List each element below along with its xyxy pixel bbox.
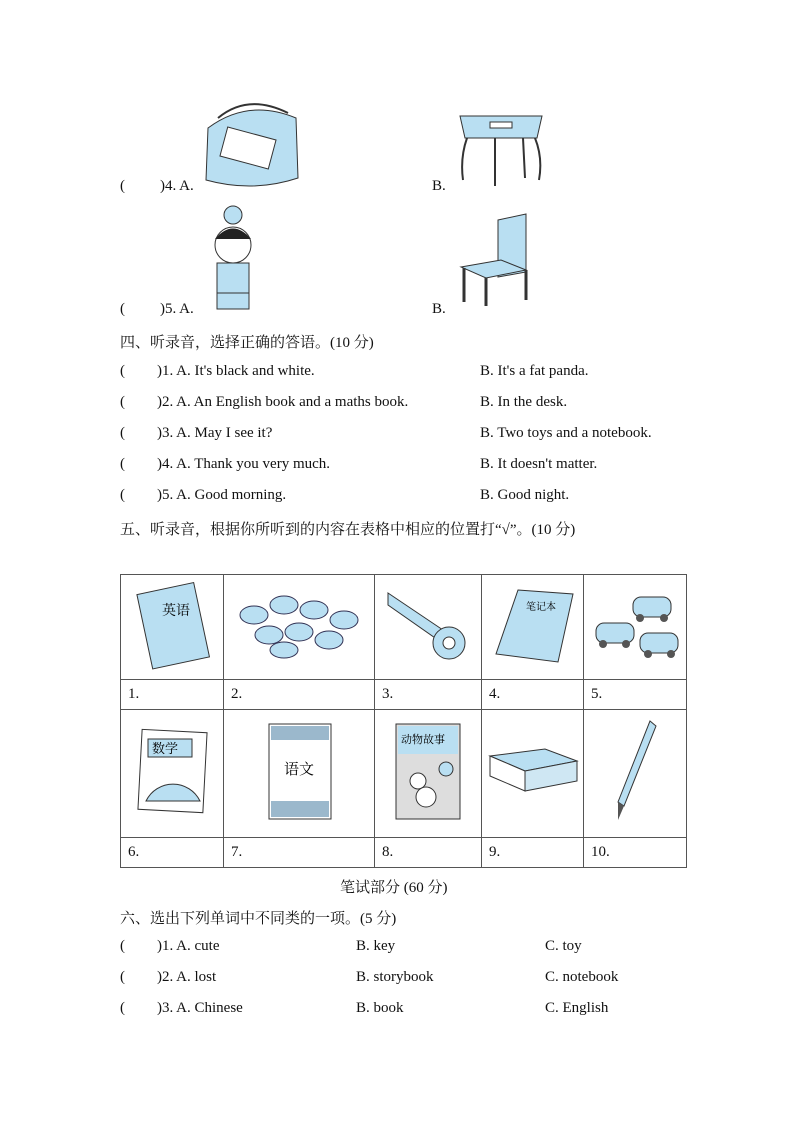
maths-book-picture — [130, 721, 215, 821]
desk-picture — [455, 108, 547, 188]
s4-q4-option-a: )4. A. Thank you very much. — [157, 456, 331, 472]
storybook-picture — [388, 719, 468, 824]
s4-q5-option-a: )5. A. Good morning. — [157, 487, 287, 503]
s6-q2-option-a: )2. A. lost — [157, 969, 217, 985]
s4-q4-paren: ( — [120, 456, 125, 472]
s6-q3-paren: ( — [120, 1000, 125, 1016]
chinese-book-label: 语文 — [284, 761, 315, 778]
cell-num-3: 3. — [375, 680, 482, 710]
cell-num-7: 7. — [224, 838, 375, 868]
s4-q5-option-b: B. Good night. — [480, 487, 570, 503]
notebook-picture — [488, 582, 578, 667]
s6-q1-option-b: B. key — [356, 938, 396, 954]
cell-num-5: 5. — [584, 680, 687, 710]
english-book-label: 英语 — [162, 603, 190, 619]
toy-cars-picture — [588, 585, 683, 665]
q4-option-b: B. — [432, 178, 446, 194]
s4-q5-paren: ( — [120, 487, 125, 503]
s6-q1-paren: ( — [120, 938, 125, 954]
written-section-header: 笔试部分 (60 分) — [340, 880, 448, 896]
section6-title: 六、选出下列单词中不同类的一项。(5 分) — [120, 911, 397, 927]
q4-paren: ( — [120, 178, 125, 194]
storybook-label: 动物故事 — [401, 733, 445, 746]
s6-q3-option-a: )3. A. Chinese — [157, 1000, 243, 1016]
s4-q2-paren: ( — [120, 394, 125, 410]
boy-picture — [205, 203, 260, 311]
cell-num-4: 4. — [482, 680, 584, 710]
maths-book-label: 数学 — [151, 741, 178, 756]
s6-q1-option-a: )1. A. cute — [157, 938, 220, 954]
pencil-box-picture — [485, 741, 580, 801]
q5-label: )5. A. — [160, 301, 194, 317]
s4-q3-option-a: )3. A. May I see it? — [157, 425, 273, 441]
q4-label: )4. A. — [160, 178, 194, 194]
s6-q3-option-b: B. book — [356, 1000, 404, 1016]
s6-q2-paren: ( — [120, 969, 125, 985]
pen-picture — [610, 716, 660, 826]
notebook-label: 笔记本 — [525, 602, 556, 613]
chinese-book-picture — [259, 719, 339, 824]
s4-q2-option-b: B. In the desk. — [480, 394, 568, 410]
key-picture — [383, 585, 473, 665]
s4-q1-option-a: )1. A. It's black and white. — [157, 363, 315, 379]
section4-title: 四、听录音，选择正确的答语。(10 分) — [120, 335, 374, 351]
section5-title: 五、听录音，根据你所听到的内容在表格中相应的位置打“√”。(10 分) — [120, 522, 576, 538]
candies-picture — [234, 590, 364, 660]
cell-num-2: 2. — [224, 680, 375, 710]
cell-num-8: 8. — [375, 838, 482, 868]
q5-paren: ( — [120, 301, 125, 317]
s4-q1-paren: ( — [120, 363, 125, 379]
s6-q2-option-b: B. storybook — [356, 969, 434, 985]
s6-q1-option-c: C. toy — [545, 938, 582, 954]
s4-q3-paren: ( — [120, 425, 125, 441]
chair-picture — [456, 212, 532, 308]
picture-table — [120, 574, 687, 868]
cell-toy-cars[interactable] — [584, 575, 687, 680]
schoolbag-picture — [198, 98, 304, 192]
cell-candies[interactable] — [224, 575, 375, 680]
cell-notebook[interactable] — [482, 575, 584, 680]
english-book-picture — [132, 580, 212, 670]
cell-num-6: 6. — [121, 838, 224, 868]
cell-pen[interactable] — [584, 710, 687, 838]
cell-maths-book[interactable] — [121, 710, 224, 838]
s6-q2-option-c: C. notebook — [545, 969, 619, 985]
cell-num-1: 1. — [121, 680, 224, 710]
s4-q4-option-b: B. It doesn't matter. — [480, 456, 598, 472]
s4-q1-option-b: B. It's a fat panda. — [480, 363, 589, 379]
cell-num-9: 9. — [482, 838, 584, 868]
q5-option-b: B. — [432, 301, 446, 317]
cell-chinese-book[interactable] — [224, 710, 375, 838]
s4-q2-option-a: )2. A. An English book and a maths book. — [157, 394, 409, 410]
s4-q3-option-b: B. Two toys and a notebook. — [480, 425, 652, 441]
cell-num-10: 10. — [584, 838, 687, 868]
cell-pencil-box[interactable] — [482, 710, 584, 838]
cell-storybook[interactable] — [375, 710, 482, 838]
cell-english-book[interactable] — [121, 575, 224, 680]
cell-key[interactable] — [375, 575, 482, 680]
s6-q3-option-c: C. English — [545, 1000, 609, 1016]
